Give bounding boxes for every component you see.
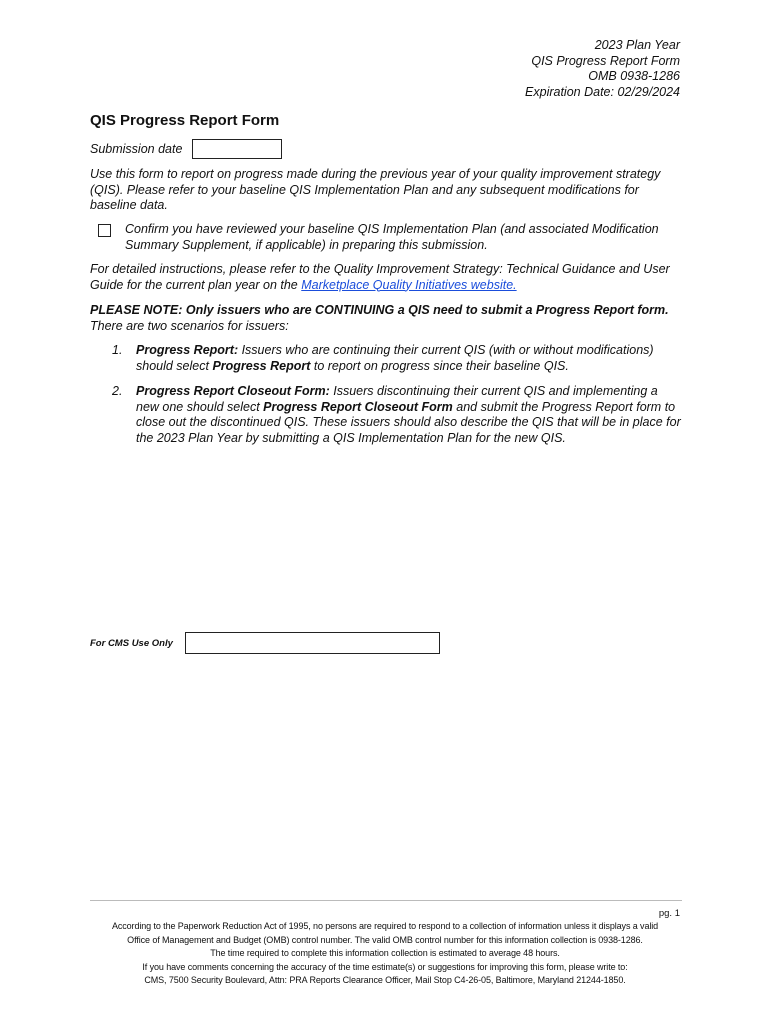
form-name: QIS Progress Report Form bbox=[531, 53, 680, 68]
list-item-body bbox=[136, 343, 682, 374]
expiration-date: Expiration Date: 02/29/2024 bbox=[525, 84, 680, 99]
confirm-checkbox[interactable] bbox=[98, 224, 111, 237]
plan-year: 2023 Plan Year bbox=[594, 38, 680, 52]
form-header bbox=[525, 38, 680, 100]
scenario-bold: Progress Report bbox=[212, 358, 311, 373]
footer-line: If you have comments concerning the accuracy of the time estimate(s) or suggestions for improving this form, please write to: bbox=[142, 961, 628, 972]
scenario-title: Progress Report Closeout Form: bbox=[136, 384, 330, 398]
list-item bbox=[112, 343, 682, 374]
page-title: QIS Progress Report Form bbox=[90, 112, 280, 129]
scenario-text: and submit the Progress Report form to close out the discontinued QIS. These issuers should also describe the QIS that will be in place for the 2023 Plan Year by submitting a QIS Implementation Plan for the new QIS. bbox=[136, 399, 681, 445]
page-number: pg. 1 bbox=[658, 908, 680, 919]
note-paragraph bbox=[90, 303, 682, 334]
submission-date-label: Submission date bbox=[90, 142, 183, 156]
cms-use-input[interactable] bbox=[185, 632, 440, 654]
scenario-bold: Progress Report Closeout Form bbox=[263, 399, 453, 414]
list-item-number: 1. bbox=[112, 343, 123, 357]
intro-paragraph: Use this form to report on progress made during the previous year of your quality improvement strategy (QIS). Please refer to your baseline QIS Implementation Plan and any subsequent modifications for baseline data. bbox=[90, 167, 661, 212]
scenario-text: Issuers discontinuing their current QIS and implementing a new one should select bbox=[136, 384, 658, 414]
footer-divider bbox=[90, 900, 682, 901]
note-bold: PLEASE NOTE: Only issuers who are CONTINUING a QIS need to submit a Progress Report form. bbox=[90, 303, 669, 317]
scenario-text: Issuers who are continuing their current QIS (with or without modifications) should select bbox=[136, 343, 654, 373]
scenario-list bbox=[112, 343, 682, 456]
submission-date-row bbox=[90, 139, 282, 159]
confirm-text: Confirm you have reviewed your baseline QIS Implementation Plan (and associated Modification Summary Supplement, if applicable) in preparing this submission. bbox=[125, 222, 659, 252]
omb-number: OMB 0938-1286 bbox=[588, 69, 680, 83]
scenario-text: to report on progress since their baseline QIS. bbox=[310, 358, 569, 373]
confirm-row bbox=[98, 222, 678, 253]
footer-line: CMS, 7500 Security Boulevard, Attn: PRA Reports Clearance Officer, Mail Stop C4-26-05, Baltimore, Maryland 21244-1850. bbox=[144, 975, 626, 985]
list-item-body bbox=[136, 384, 682, 446]
pra-footer bbox=[70, 920, 700, 988]
note-rest: There are two scenarios for issuers: bbox=[90, 318, 289, 333]
cms-use-label: For CMS Use Only bbox=[90, 637, 173, 649]
submission-date-input[interactable] bbox=[192, 139, 282, 159]
footer-line: Office of Management and Budget (OMB) control number. The valid OMB control number for this information collection is 0938-1286. bbox=[127, 934, 643, 945]
footer-line: The time required to complete this information collection is estimated to average 48 hours. bbox=[210, 948, 560, 958]
instructions-paragraph bbox=[90, 262, 682, 293]
marketplace-link[interactable]: Marketplace Quality Initiatives website. bbox=[301, 277, 517, 292]
instructions-text: For detailed instructions, please refer to the Quality Improvement Strategy: Technical Guidance and User Guide for the current plan year on the bbox=[90, 262, 670, 292]
list-item bbox=[112, 384, 682, 446]
footer-line: According to the Paperwork Reduction Act of 1995, no persons are required to respond to a collection of information unless it displays a valid bbox=[111, 921, 659, 931]
cms-use-row bbox=[90, 632, 440, 654]
scenario-title: Progress Report: bbox=[136, 343, 239, 357]
list-item-number: 2. bbox=[112, 384, 123, 398]
